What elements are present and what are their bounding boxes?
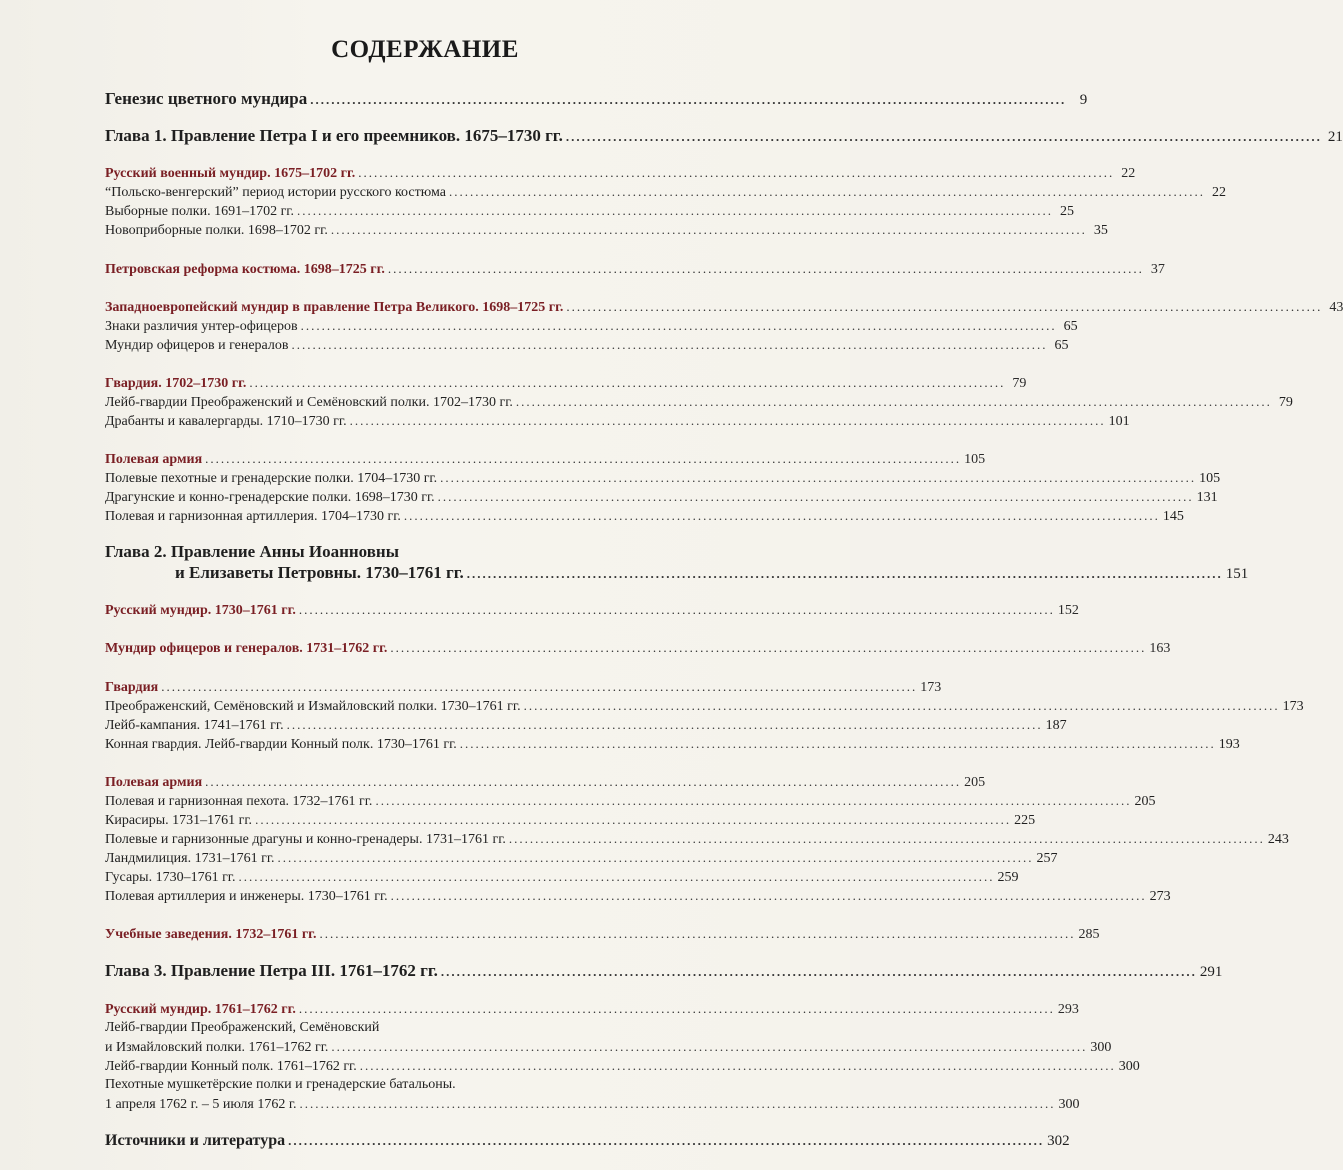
toc-section[interactable]: [105, 601, 1079, 619]
toc-section[interactable]: [105, 298, 1343, 316]
toc-entry[interactable]: [105, 716, 1067, 734]
leader-dots: ................................................................................................................................................: [349, 413, 1106, 428]
toc-entry-page: 25: [1059, 204, 1074, 219]
leader-dots: ................................................................................................................................................: [286, 717, 1043, 732]
leader-dots: ................................................................................................................................................: [565, 129, 1322, 144]
toc-entry[interactable]: [105, 336, 1069, 354]
leader-dots: ................................................................................................................................................: [466, 566, 1223, 581]
toc-entry-title: Гвардия: [105, 680, 159, 695]
toc-section[interactable]: [105, 1000, 1079, 1018]
toc-entry-title: Кирасиры. 1731–1761 гг.: [105, 813, 253, 828]
toc-entry-title: Глава 1. Правление Петра I и его преемников. 1675–1730 гг.: [105, 126, 563, 145]
toc-entry-title: Гусары. 1730–1761 гг.: [105, 870, 236, 885]
toc-entry-page: 243: [1267, 832, 1289, 847]
toc-section[interactable]: [105, 678, 942, 696]
toc-entry-title: Драбанты и кавалергарды. 1710–1730 гг.: [105, 414, 347, 429]
toc-entry[interactable]: [105, 488, 1218, 506]
toc-entry-page: 105: [964, 452, 986, 467]
toc-entry-page: 173: [1282, 699, 1304, 714]
toc-entry-page: 259: [997, 870, 1019, 885]
toc-entry-page: 285: [1078, 927, 1100, 942]
toc-entry-title: Учебные заведения. 1732–1761 гг.: [105, 927, 317, 942]
toc-entry-page: 37: [1150, 262, 1165, 277]
leader-dots: ................................................................................................................................................: [298, 1001, 1055, 1016]
toc-entry-page: 300: [1090, 1040, 1112, 1055]
leader-dots: ................................................................................................................................................: [310, 92, 1067, 107]
toc-entry-page: 193: [1218, 737, 1240, 752]
leader-dots: ................................................................................................................................................: [459, 736, 1216, 751]
leader-dots: ................................................................................................................................................: [296, 203, 1053, 218]
toc-entry[interactable]: [105, 830, 1289, 848]
leader-dots: ................................................................................................................................................: [205, 774, 962, 789]
toc-entry-page: 131: [1196, 490, 1218, 505]
leader-dots: ................................................................................................................................................: [515, 394, 1272, 409]
toc-entry-page: 79: [1278, 395, 1293, 410]
leader-dots: ................................................................................................................................................: [330, 222, 1087, 237]
toc-entry[interactable]: [105, 1131, 1070, 1151]
toc-chapter[interactable]: [175, 563, 1249, 584]
toc-entry[interactable]: [105, 792, 1156, 810]
toc-entry-title: Русский военный мундир. 1675–1702 гг.: [105, 166, 356, 181]
toc-entry[interactable]: [105, 412, 1130, 430]
toc-entry[interactable]: [105, 811, 1036, 829]
toc-entry[interactable]: [105, 89, 1088, 110]
toc-entry-page: 187: [1045, 718, 1067, 733]
toc-entry-title: Полевая и гарнизонная артиллерия. 1704–1730 гг.: [105, 509, 401, 524]
toc-entry-title: Новоприборные полки. 1698–1702 гг.: [105, 223, 328, 238]
toc-entry-page: 302: [1047, 1133, 1070, 1149]
leader-dots: ................................................................................................................................................: [449, 184, 1205, 199]
toc-entry-title: Полевая армия: [105, 452, 203, 467]
leader-dots: ................................................................................................................................................: [375, 793, 1132, 808]
toc-entry-title: Гвардия. 1702–1730 гг.: [105, 376, 247, 391]
leader-dots: ................................................................................................................................................: [523, 698, 1280, 713]
toc-entry-title: Петровская реформа костюма. 1698–1725 гг.: [105, 262, 385, 277]
toc-entry[interactable]: [105, 868, 1019, 886]
leader-dots: ................................................................................................................................................: [319, 926, 1076, 941]
toc-entry-page: 300: [1118, 1059, 1140, 1074]
toc-entry[interactable]: [105, 221, 1108, 239]
leader-dots: ................................................................................................................................................: [331, 1039, 1088, 1054]
page-title: СОДЕРЖАНИЕ: [331, 36, 519, 63]
leader-dots: ................................................................................................................................................: [440, 964, 1197, 979]
leader-dots: ................................................................................................................................................: [291, 337, 1048, 352]
toc-entry-page: 35: [1093, 223, 1108, 238]
toc-entry-line1[interactable]: Пехотные мушкетёрские полки и гренадерские батальоны.: [105, 1077, 456, 1092]
toc-entry-title: Полевая и гарнизонная пехота. 1732–1761 гг.: [105, 794, 373, 809]
toc-entry-page: 291: [1199, 964, 1223, 980]
toc-entry-title: Ландмилиция. 1731–1761 гг.: [105, 851, 275, 866]
toc-entry-page: 43: [1329, 300, 1343, 315]
toc-entry-title: Полевая артиллерия и инженеры. 1730–1761 гг.: [105, 889, 388, 904]
toc-entry-title: Русский мундир. 1730–1761 гг.: [105, 603, 296, 618]
toc-entry-page: 22: [1121, 166, 1136, 181]
leader-dots: ................................................................................................................................................: [403, 508, 1160, 523]
toc-entry[interactable]: [105, 849, 1058, 867]
toc-entry-title: и Елизаветы Петровны. 1730–1761 гг.: [175, 563, 464, 582]
toc-entry-title: Лейб-гвардии Конный полк. 1761–1762 гг.: [105, 1059, 357, 1074]
toc-entry-page: 152: [1057, 603, 1079, 618]
leader-dots: ................................................................................................................................................: [277, 850, 1034, 865]
leader-dots: ................................................................................................................................................: [358, 165, 1115, 180]
toc-entry[interactable]: [105, 1095, 1080, 1113]
leader-dots: ................................................................................................................................................: [298, 602, 1055, 617]
toc-entry-title: “Польско-венгерский” период истории русского костюма: [105, 185, 446, 200]
toc-entry-title: Преображенский, Семёновский и Измайловский полки. 1730–1761 гг.: [105, 699, 521, 714]
toc-entry[interactable]: [105, 887, 1171, 905]
toc-entry[interactable]: [105, 183, 1226, 201]
toc-entry-page: 101: [1108, 414, 1130, 429]
toc-entry[interactable]: [105, 1038, 1112, 1056]
toc-entry[interactable]: [105, 735, 1240, 753]
toc-section[interactable]: [105, 925, 1100, 943]
toc-entry[interactable]: [105, 393, 1293, 411]
toc-entry-page: 21: [1327, 129, 1343, 145]
toc-entry[interactable]: [105, 469, 1221, 487]
toc-entry[interactable]: [105, 317, 1078, 335]
toc-entry[interactable]: [105, 697, 1304, 715]
toc-section[interactable]: [105, 639, 1171, 657]
leader-dots: ................................................................................................................................................: [566, 299, 1323, 314]
toc-entry-title: Лейб-кампания. 1741–1761 гг.: [105, 718, 284, 733]
toc-entry-title: Конная гвардия. Лейб-гвардии Конный полк. 1730–1761 гг.: [105, 737, 457, 752]
leader-dots: ................................................................................................................................................: [238, 869, 995, 884]
toc-entry-title: 1 апреля 1762 г. – 5 июля 1762 г.: [105, 1097, 297, 1112]
toc-entry-page: 273: [1149, 889, 1171, 904]
toc-entry-title: Источники и литература: [105, 1132, 286, 1149]
toc-entry-page: 79: [1012, 376, 1027, 391]
leader-dots: ................................................................................................................................................: [299, 1096, 1056, 1111]
toc-entry-title: Западноевропейский мундир в правление Петра Великого. 1698–1725 гг.: [105, 300, 564, 315]
leader-dots: ................................................................................................................................................: [359, 1058, 1116, 1073]
leader-dots: ................................................................................................................................................: [440, 470, 1197, 485]
leader-dots: ................................................................................................................................................: [288, 1133, 1045, 1148]
leader-dots: ................................................................................................................................................: [205, 451, 962, 466]
toc-section[interactable]: [105, 450, 986, 468]
toc-section[interactable]: [105, 164, 1136, 182]
toc-entry-title: Мундир офицеров и генералов: [105, 338, 289, 353]
toc-entry-page: 105: [1199, 471, 1221, 486]
toc-entry-title: Знаки различия унтер-офицеров: [105, 319, 298, 334]
leader-dots: ................................................................................................................................................: [508, 831, 1265, 846]
toc-entry[interactable]: [105, 1057, 1140, 1075]
toc-entry-page: 65: [1054, 338, 1069, 353]
toc-entry-page: 293: [1057, 1002, 1079, 1017]
leader-dots: ................................................................................................................................................: [387, 261, 1144, 276]
toc-entry-page: 205: [1134, 794, 1156, 809]
toc-entry-page: 145: [1162, 509, 1184, 524]
leader-dots: ................................................................................................................................................: [390, 888, 1147, 903]
toc-entry-title: Выборные полки. 1691–1702 гг.: [105, 204, 294, 219]
leader-dots: ................................................................................................................................................: [390, 640, 1147, 655]
toc-entry-page: 22: [1212, 185, 1226, 200]
toc-entry-page: 163: [1149, 641, 1171, 656]
toc-entry-title: Драгунские и конно-гренадерские полки. 1698–1730 гг.: [105, 490, 435, 505]
leader-dots: ................................................................................................................................................: [249, 375, 1006, 390]
toc-entry-page: 151: [1225, 566, 1249, 582]
toc-entry-title: Лейб-гвардии Преображенский и Семёновский полки. 1702–1730 гг.: [105, 395, 513, 410]
toc-entry-title: и Измайловский полки. 1761–1762 гг.: [105, 1040, 329, 1055]
toc-section[interactable]: [105, 374, 1027, 392]
toc-entry-title: Полевая армия: [105, 775, 203, 790]
toc-entry-page: 205: [964, 775, 986, 790]
leader-dots: ................................................................................................................................................: [161, 679, 918, 694]
toc-entry-page: 9: [1079, 92, 1088, 108]
toc-entry-page: 300: [1058, 1097, 1080, 1112]
toc-entry-title: Мундир офицеров и генералов. 1731–1762 гг.: [105, 641, 388, 656]
toc-entry-title: Полевые и гарнизонные драгуны и конно-гренадеры. 1731–1761 гг.: [105, 832, 506, 847]
toc-section[interactable]: [105, 260, 1165, 278]
toc-chapter[interactable]: [105, 126, 1343, 147]
toc-entry-title: Генезис цветного мундира: [105, 89, 308, 108]
toc-entry-page: 225: [1014, 813, 1036, 828]
toc-chapter-line1[interactable]: Глава 2. Правление Анны Иоанновны: [105, 542, 399, 561]
leader-dots: ................................................................................................................................................: [437, 489, 1194, 504]
leader-dots: ................................................................................................................................................: [300, 318, 1057, 333]
toc-entry-title: Глава 3. Правление Петра III. 1761–1762 гг.: [105, 961, 438, 980]
toc-entry-page: 257: [1036, 851, 1058, 866]
toc-entry-line1[interactable]: Лейб-гвардии Преображенский, Семёновский: [105, 1020, 380, 1035]
toc-entry-page: 173: [920, 680, 942, 695]
leader-dots: ................................................................................................................................................: [255, 812, 1012, 827]
toc-entry[interactable]: [105, 507, 1184, 525]
toc-entry-page: 65: [1063, 319, 1078, 334]
toc-entry-title: Полевые пехотные и гренадерские полки. 1704–1730 гг.: [105, 471, 438, 486]
toc-section[interactable]: [105, 773, 986, 791]
toc-entry[interactable]: [105, 202, 1074, 220]
toc-entry-title: Русский мундир. 1761–1762 гг.: [105, 1002, 296, 1017]
toc-chapter[interactable]: [105, 961, 1223, 982]
